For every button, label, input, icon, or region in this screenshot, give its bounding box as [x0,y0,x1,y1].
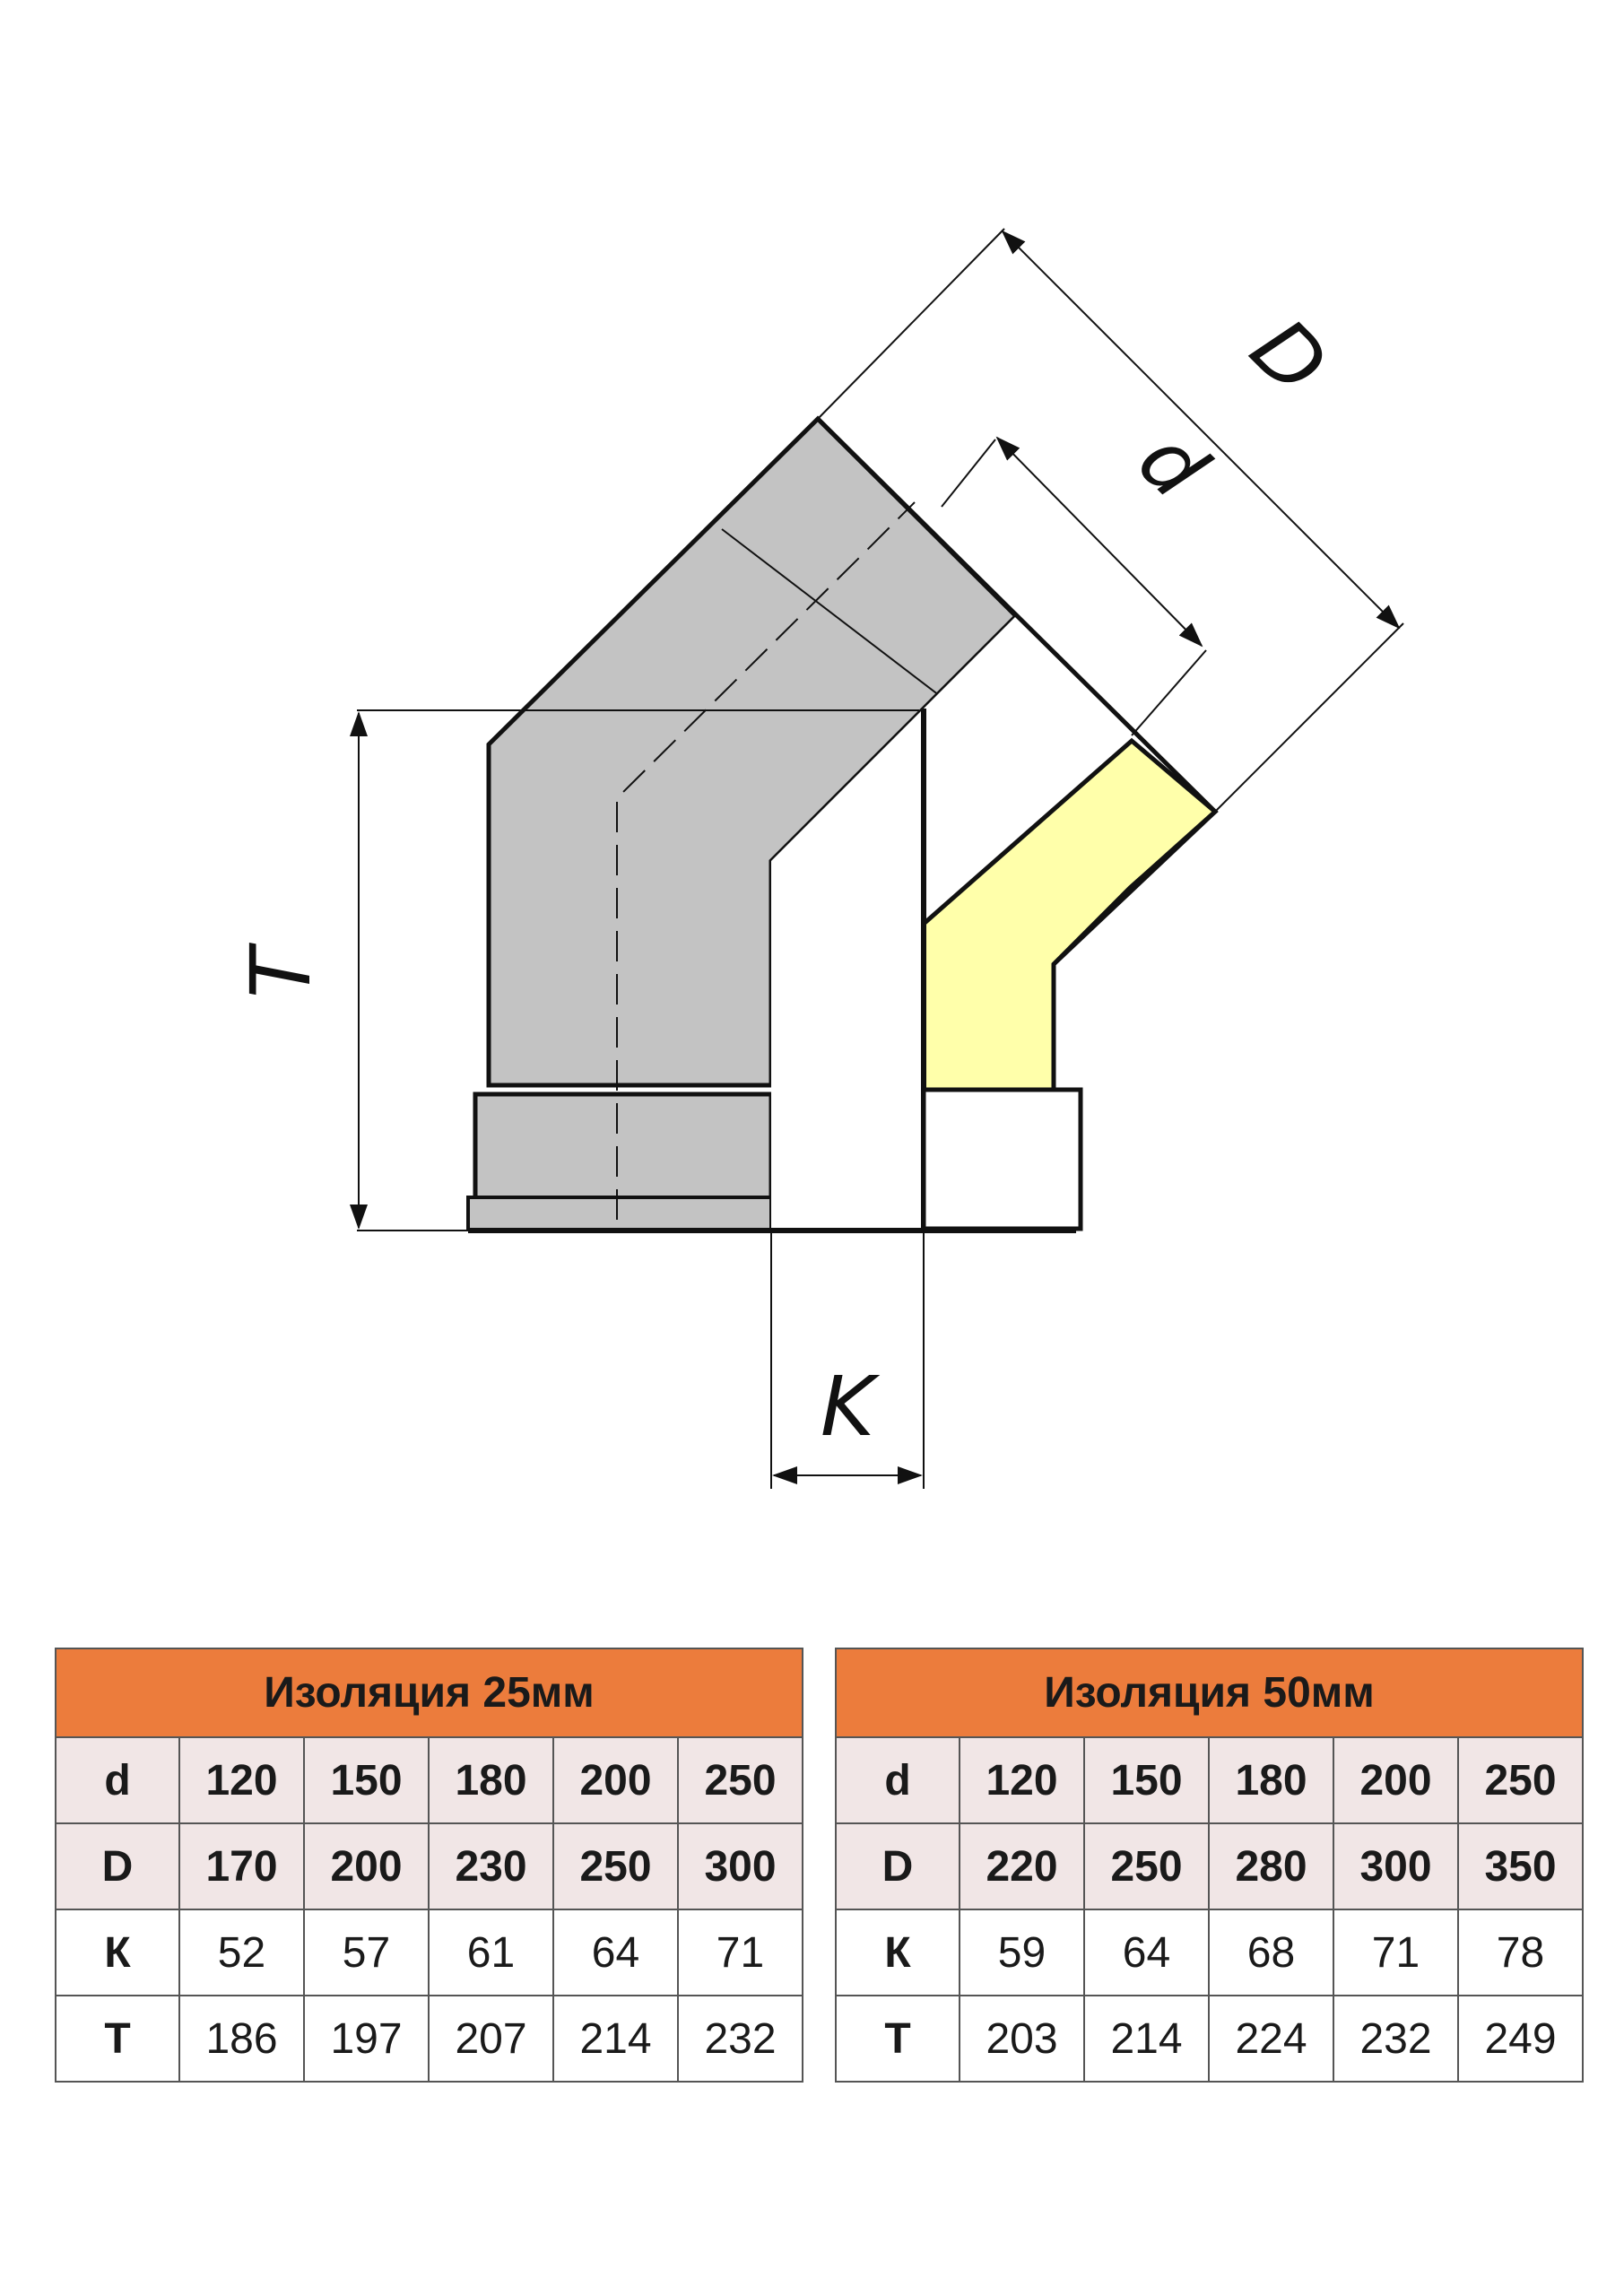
dim-d-ext-1 [942,439,995,507]
cell: 232 [1333,1996,1458,2082]
row-key: К [56,1909,179,1996]
table-row-K [56,1909,803,1996]
cell: 300 [678,1823,803,1909]
cell: 249 [1458,1996,1583,2082]
cell: 150 [304,1737,429,1823]
cell: 120 [179,1737,304,1823]
table-title: Изоляция 50мм [836,1648,1583,1737]
table-row-d [836,1737,1583,1823]
pipe-socket-rim [468,1197,771,1230]
row-key: D [836,1823,960,1909]
cell: 68 [1209,1909,1333,1996]
table-insulation-50 [835,1648,1584,2083]
outer-socket [924,1090,1081,1229]
cell: 71 [678,1909,803,1996]
dim-D-label: D [1232,300,1346,413]
cell: 230 [429,1823,553,1909]
cell: 120 [960,1737,1084,1823]
cell: 250 [1084,1823,1209,1909]
table-row-D [836,1823,1583,1909]
cell: 59 [960,1909,1084,1996]
cell: 214 [553,1996,678,2082]
cell: 203 [960,1996,1084,2082]
cell: 200 [553,1737,678,1823]
cell: 207 [429,1996,553,2082]
row-key: d [56,1737,179,1823]
cell: 300 [1333,1823,1458,1909]
cell: 64 [1084,1909,1209,1996]
cell: 52 [179,1909,304,1996]
row-key: T [56,1996,179,2082]
dim-T-label: T [233,947,329,999]
cell: 250 [678,1737,803,1823]
cell: 200 [304,1823,429,1909]
row-key: d [836,1737,960,1823]
dim-D-line [1003,231,1399,628]
cell: 250 [1458,1737,1583,1823]
dim-D-ext-1 [818,229,1004,419]
cell: 200 [1333,1737,1458,1823]
row-key: К [836,1909,960,1996]
cell: 224 [1209,1996,1333,2082]
cell: 150 [1084,1737,1209,1823]
cell: 220 [960,1823,1084,1909]
cell: 214 [1084,1996,1209,2082]
cell: 197 [304,1996,429,2082]
dim-d-label: d [1119,412,1225,517]
cell: 250 [553,1823,678,1909]
cell: 61 [429,1909,553,1996]
cell: 64 [553,1909,678,1996]
cell: 78 [1458,1909,1583,1996]
table-row-D [56,1823,803,1909]
cell: 57 [304,1909,429,1996]
table-row-d [56,1737,803,1823]
dim-d-ext-2 [1132,650,1206,735]
table-title: Изоляция 25мм [56,1648,803,1737]
cell: 280 [1209,1823,1333,1909]
cell: 350 [1458,1823,1583,1909]
table-row-K [836,1909,1583,1996]
dim-K-label: K [820,1359,875,1455]
cell: 170 [179,1823,304,1909]
cell: 180 [1209,1737,1333,1823]
dim-D-ext-2 [1215,623,1403,812]
table-row-T [836,1996,1583,2082]
cell: 71 [1333,1909,1458,1996]
row-key: D [56,1823,179,1909]
cell: 232 [678,1996,803,2082]
table-row-T [56,1996,803,2082]
cell: 186 [179,1996,304,2082]
row-key: T [836,1996,960,2082]
cell: 180 [429,1737,553,1823]
table-insulation-25 [55,1648,803,2083]
